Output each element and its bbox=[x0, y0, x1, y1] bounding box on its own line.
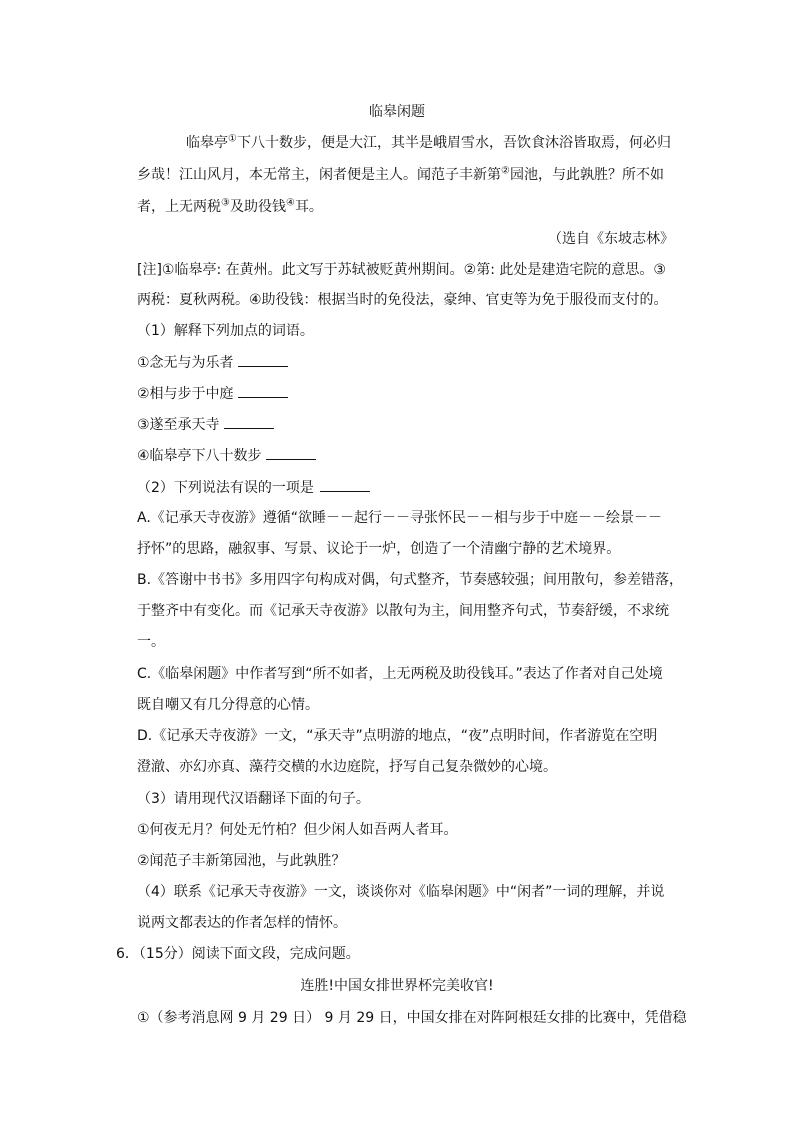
option-c-line-1: C.《临皋闲题》中作者写到“所不如者，上无两税及助役钱耳。”表达了作者对自己处境 bbox=[137, 666, 663, 682]
footnote-marker: ① bbox=[228, 133, 237, 145]
poem-text: 及助役钱 bbox=[229, 199, 286, 215]
option-a-line-1: A.《记承天寺夜游》遵循“欲睡－－起行－－寻张怀民－－相与步于中庭－－绘景－－ bbox=[137, 510, 663, 526]
question-3b: ②闻范子丰新第园池，与此孰胜？ bbox=[137, 853, 346, 869]
article-title: 连胜!中国女排世界杯完美收官! bbox=[300, 978, 494, 994]
option-a-line-2: 抒怀”的思路，融叙事、写景、议论于一炉，创造了一个清幽宁静的艺术境界。 bbox=[137, 541, 621, 557]
poem-para-line-3 bbox=[137, 197, 323, 217]
question-4-line-2: 说两文都表达的作者怎样的情怀。 bbox=[137, 915, 347, 931]
question-1b bbox=[137, 383, 288, 404]
option-d-line-2: 澄澈、亦幻亦真、藻荇交横的水边庭院，抒写自己复杂微妙的心境。 bbox=[137, 759, 557, 775]
question-1d bbox=[137, 445, 316, 466]
answer-blank[interactable] bbox=[224, 414, 274, 429]
question-text: （2）下列说法有误的一项是 bbox=[137, 480, 314, 496]
poem-text: 者，上无两税 bbox=[137, 199, 221, 215]
question-1a bbox=[137, 352, 288, 373]
option-b-line-3: 一。 bbox=[137, 634, 165, 650]
question-6: 6．（15分）阅读下面文段，完成问题。 bbox=[116, 946, 360, 962]
question-1: （1）解释下列加点的词语。 bbox=[137, 323, 314, 339]
poem-text: 下八十数步，便是大江，其半是峨眉雪水，吾饮食沐浴皆取焉，何必归 bbox=[236, 135, 671, 151]
poem-text: 乡哉！江山风月，本无常主，闲者便是主人。闻范子丰新第 bbox=[137, 167, 501, 183]
option-b-line-2: 于整齐中有变化。而《记承天寺夜游》以散句为主，间用整齐句式，节奏舒缓，不求统 bbox=[137, 603, 669, 619]
question-3: （3）请用现代汉语翻译下面的句子。 bbox=[137, 791, 370, 807]
footnote-marker: ② bbox=[501, 165, 510, 177]
question-2 bbox=[137, 477, 370, 498]
question-text: ④临皋亭下八十数步 bbox=[137, 448, 262, 464]
footnote-marker: ③ bbox=[221, 197, 230, 209]
source-citation: （选自《东坡志林》 bbox=[548, 231, 674, 247]
answer-blank[interactable] bbox=[238, 383, 288, 398]
answer-blank[interactable] bbox=[238, 352, 288, 367]
question-text: ①念无与为乐者 bbox=[137, 355, 234, 371]
option-d-line-1: D.《记承天寺夜游》一文，“承天寺”点明游的地点，“夜”点明时间，作者游览在空明 bbox=[137, 728, 658, 744]
note-line-2: 两税：夏秋两税。④助役钱：根据当时的免役法，豪绅、官吏等为免于服役而支付的。 bbox=[137, 292, 668, 308]
question-3a: ①何夜无月？何处无竹柏？但少闲人如吾两人者耳。 bbox=[137, 822, 458, 838]
answer-blank[interactable] bbox=[266, 445, 316, 460]
question-4-line-1: （4）联系《记承天寺夜游》一文，谈谈你对《临皋闲题》中“闲者”一词的理解，并说 bbox=[137, 884, 665, 900]
option-b-line-1: B.《答谢中书书》多用四字句构成对偶，句式整齐，节奏感较强；间用散句，参差错落， bbox=[137, 572, 684, 588]
option-c-line-2: 既自嘲又有几分得意的心情。 bbox=[137, 697, 319, 713]
question-1c bbox=[137, 414, 274, 435]
poem-text: 园池，与此孰胜？所不如 bbox=[509, 167, 664, 183]
poem-text: 耳。 bbox=[294, 199, 323, 215]
footnote-marker: ④ bbox=[285, 197, 295, 209]
article-paragraph-1: ①（参考消息网 9 月 29 日） 9 月 29 日，中国女排在对阵阿根廷女排的比赛中，凭借稳 bbox=[137, 1010, 687, 1026]
poem-para-line-2 bbox=[137, 165, 664, 185]
poem-title: 临皋闲题 bbox=[369, 104, 425, 120]
poem-para-line-1 bbox=[186, 133, 671, 153]
poem-text: 临皋亭 bbox=[186, 135, 228, 151]
question-text: ③遂至承天寺 bbox=[137, 417, 220, 433]
note-line-1: [注]①临皋亭: 在黄州。此文写于苏轼被贬黄州期间。②第: 此处是建造宅院的意思。③ bbox=[137, 262, 666, 278]
answer-blank[interactable] bbox=[320, 477, 370, 492]
question-text: ②相与步于中庭 bbox=[137, 386, 234, 402]
